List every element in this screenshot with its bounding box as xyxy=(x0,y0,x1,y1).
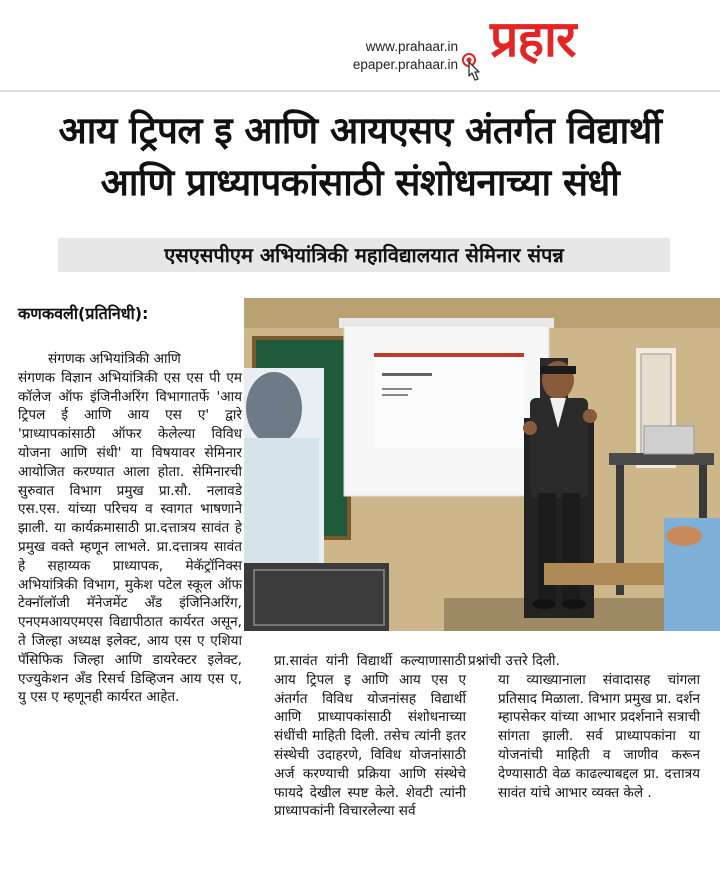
newspaper-header xyxy=(0,0,720,88)
article-column-3 xyxy=(468,652,700,802)
seminar-photo-illustration xyxy=(244,298,720,631)
article-column-2 xyxy=(244,652,466,821)
headline-line-2: आणि प्राध्यापकांसाठी संशोधनाच्या संधी xyxy=(100,161,620,204)
paragraph-opening: संगणक अभियांत्रिकी आणि xyxy=(48,351,181,367)
masthead-urls xyxy=(353,38,458,74)
headline-line-1: आय ट्रिपल इ आणि आयएसए अंतर्गत विद्यार्थी xyxy=(58,109,662,152)
website-link[interactable]: www.prahaar.in xyxy=(365,39,458,54)
paragraph-body: संगणक विज्ञान अभियांत्रिकी एस एस पी एम कॉलेज ऑफ इंजिनीअरिंग विभागातर्फे 'आय ट्रिपल ई आणि आय एस ए' द्वारे 'प्राध्यापकांसाठी ऑफर केलेल्या विविध योजना आणि संधी' या विषयावर सेमिनार आयोजित करण्यात आला होता. सेमिनारची सुरुवात विभाग प्रमुख प्रा.सौ. नलावडे एस.एस. यांच्या परिचय व स्वागत भाषणाने झाली. या कार्यक्रमासाठी प्रा.दत्तात्रय सावंत हे प्रमुख वक्ते म्हणून लाभले. प्रा.दत्तात्रय सावंत हे सहाय्यक प्राध्यापक, मेकॅट्रॉनिक्स अभियांत्रिकी विभाग, मुकेश पटेल स्कूल ऑफ टेक्नॉलॉजी मॅनेजमेंट अँड इंजिनिअरिंग, एनएमआयएमएस विद्यापीठात कार्यरत असून, ते जिल्हा अध्यक्ष इलेक्ट, आय एस ए एशिया पॅसिफिक जिल्हा आणि डायरेक्टर इलेक्ट, एज्युकेशन अँड रिसर्च डिव्हिजन आय एस ए, यु एस ए म्हणूनही कार्यरत आहेत. xyxy=(18,369,242,706)
prahaar-masthead-logo: प्रहार xyxy=(490,10,576,68)
header-divider xyxy=(0,90,720,92)
pointer-click-icon xyxy=(460,52,484,82)
dateline: कणकवली(प्रतिनिधी): xyxy=(18,304,149,323)
paragraph-col2: प्रा.सावंत यांनी विद्यार्थी कल्याणासाठी आय ट्रिपल इ आणि आय एस ए अंतर्गत विविध योजनांसह विद्यार्थी आणि प्राध्यापकांसाठी संशोधनाच्या संधींची माहिती दिली. तसेच त्यांनी इतर संस्थेची उदाहरणे, विविध योजनांसाठी अर्ज करण्याची प्रक्रिया आणि संस्थेचे फायदे देखील स्पष्ट केले. शेवटी त्यांनी प्राध्यापकांनी विचारलेल्या सर्व xyxy=(274,653,466,820)
paragraph-col3-body: या व्याख्यानाला संवादासह चांगला प्रतिसाद मिळाला. विभाग प्रमुख प्रा. दर्शन म्हापसेकर यांच्या आभार प्रदर्शनाने सत्राची सांगता झाली. सर्व प्राध्यापकांना या योजनांची माहिती व जाणीव करून देण्यासाठी वेळ काढल्याबद्दल प्रा. दत्तात्रय सावंत यांचे आभार व्यक्त केले . xyxy=(498,671,700,801)
seminar-photo xyxy=(244,298,720,631)
subheadline: एसएसपीएम अभियांत्रिकी महाविद्यालयात सेमिनार संपन्न xyxy=(164,243,564,267)
paragraph-col3-continuation: प्रश्नांची उत्तरे दिली. xyxy=(468,653,560,669)
article-column-1 xyxy=(18,350,242,707)
epaper-link[interactable]: epaper.prahaar.in xyxy=(352,57,458,72)
